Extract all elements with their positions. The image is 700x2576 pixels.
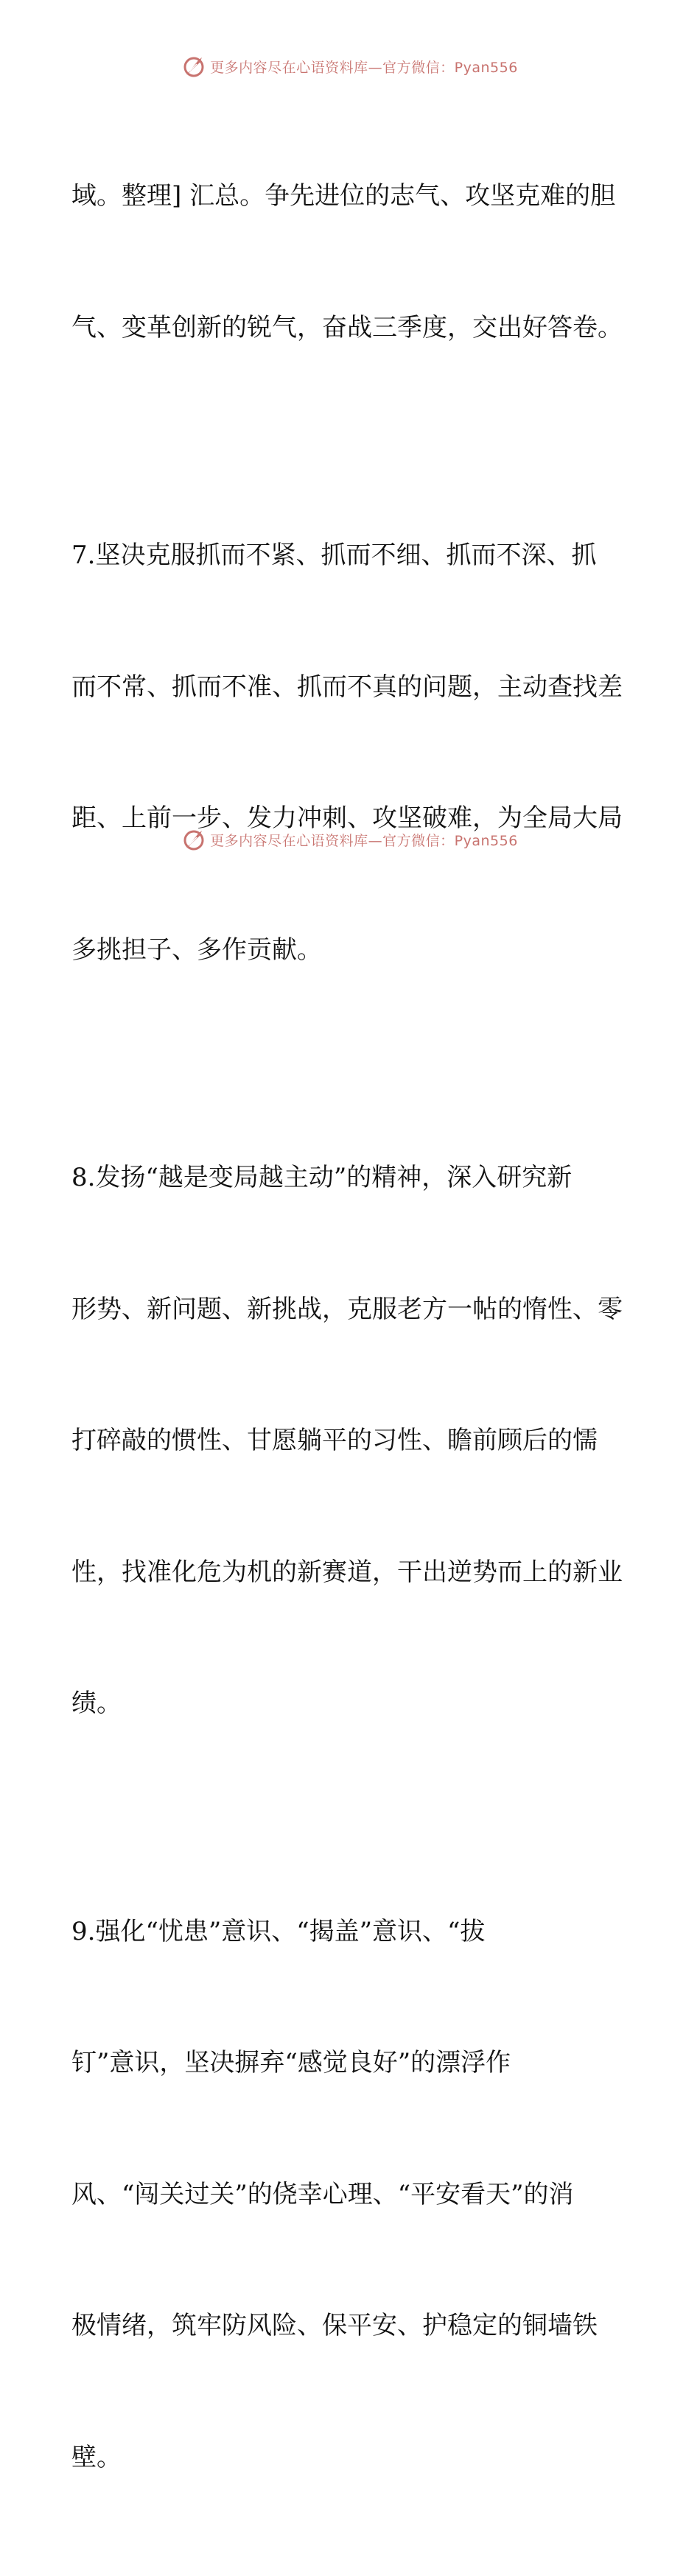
text-line: 风、“闯关过关”的侥幸心理、“平安看天”的消: [71, 2179, 574, 2209]
document-body: [71, 87, 631, 2576]
text-line: 性，找准化危为机的新赛道，干出逆势而上的新业: [71, 1557, 623, 1587]
text-line: 形势、新问题、新挑战，克服老方一帖的惰性、零: [71, 1294, 623, 1324]
text-line: 距、上前一步、发力冲刺、攻坚破难，为全局大局: [71, 803, 623, 833]
text-line: 打碎敲的惯性、甘愿躺平的习性、瞻前顾后的懦: [71, 1426, 598, 1455]
text-line: 极情绪，筑牢防风险、保平安、护稳定的铜墙铁: [71, 2311, 598, 2340]
paragraph-item-7: [71, 446, 631, 1060]
header-watermark: [0, 52, 700, 81]
text-line: 壁。: [71, 2442, 122, 2472]
feather-pen-seal-icon: [182, 828, 206, 851]
text-line: 多挑担子、多作贡献。: [71, 935, 322, 965]
text-line: 7.坚决克服抓而不紧、抓而不细、抓而不深、抓: [71, 541, 597, 570]
paragraph-item-9: [71, 1823, 631, 2568]
paragraph-item-8: [71, 1069, 631, 1814]
text-line: 8.发扬“越是变局越主动”的精神，深入研究新: [71, 1163, 573, 1192]
text-line: 9.强化“忧患”意识、“揭盖”意识、“拔: [71, 1916, 486, 1946]
text-line: 绩。: [71, 1689, 122, 1718]
footer-watermark: [0, 825, 700, 854]
text-line: 域。整理] 汇总。争先进位的志气、攻坚克难的胆: [71, 181, 616, 211]
text-line: 气、变革创新的锐气，奋战三季度，交出好答卷。: [71, 312, 623, 342]
paragraph-continuation: [71, 87, 631, 437]
text-line: 而不常、抓而不准、抓而不真的问题，主动查找差: [71, 672, 623, 702]
feather-pen-seal-icon: [182, 54, 206, 78]
text-line: 钉”意识，坚决摒弃“感觉良好”的漂浮作: [71, 2048, 511, 2077]
watermark-text: 更多内容尽在心语资料库—官方微信：Pyan556: [210, 59, 518, 76]
watermark-text: 更多内容尽在心语资料库—官方微信：Pyan556: [210, 832, 518, 849]
